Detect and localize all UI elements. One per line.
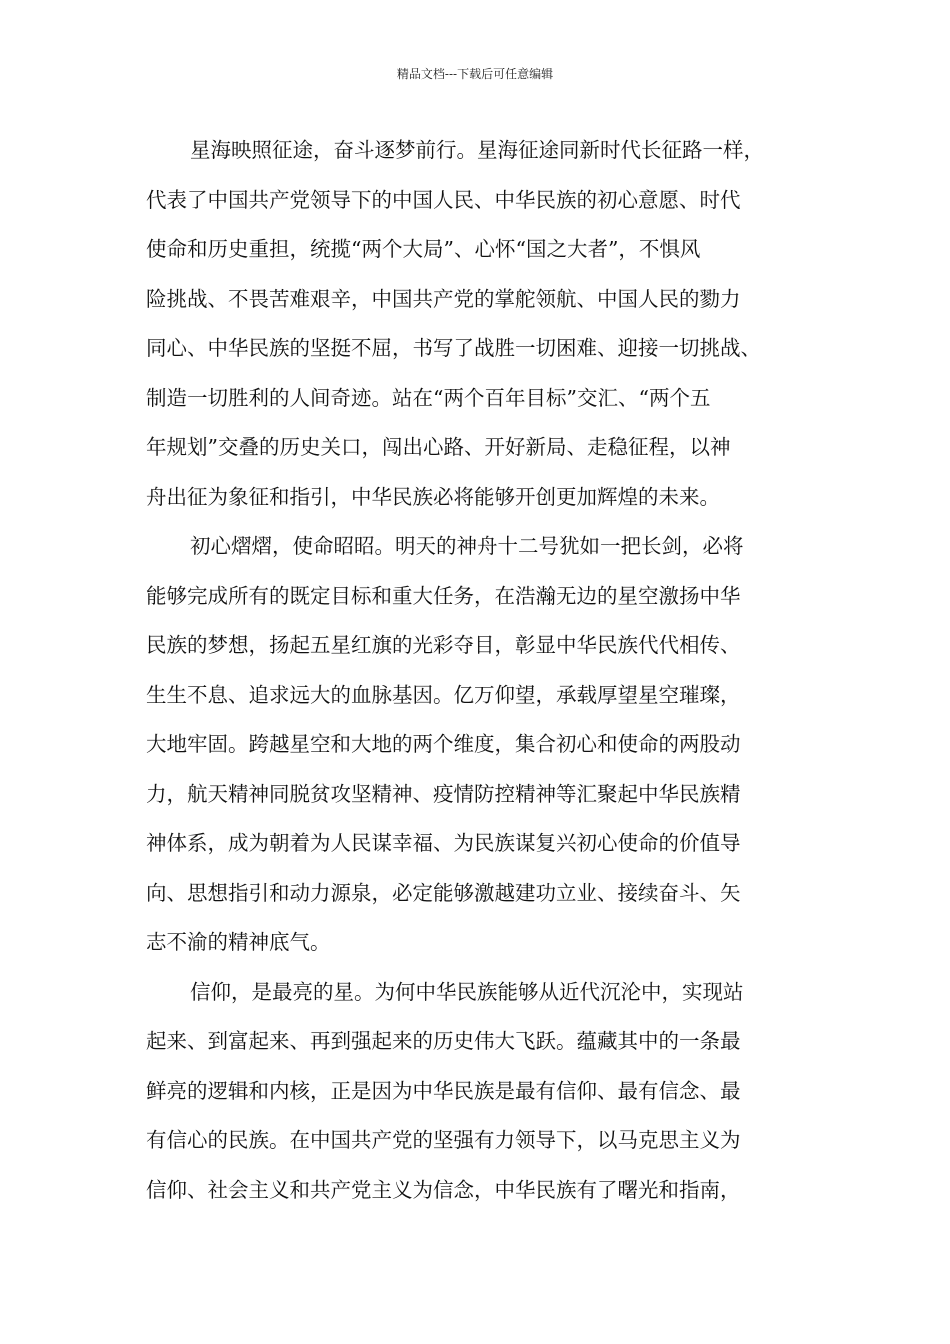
text-line: 神体系，成为朝着为人民谋幸福、为民族谋复兴初心使命的价值导 [146, 831, 741, 855]
text-line: 初心熠熠，使命昭昭。明天的神舟十二号犹如一把长剑，必将 [190, 534, 744, 558]
page-header: 精品文档---下载后可任意编辑 [396, 67, 554, 81]
text-line: 星海映照征途，奋斗逐梦前行。星海征途同新时代长征路一样， [190, 138, 764, 162]
text-line: 志不渝的精神底气。 [146, 930, 331, 954]
text-line: 鲜亮的逻辑和内核，正是因为中华民族是最有信仰、最有信念、最 [146, 1078, 741, 1103]
text-line: 大地牢固。跨越星空和大地的两个维度，集合初心和使命的两股动 [146, 732, 741, 756]
paragraph-3 [146, 968, 818, 1216]
text-line: 险挑战、不畏苦难艰辛，中国共产党的掌舵领航、中国人民的勠力 [146, 286, 741, 311]
text-line: 民族的梦想，扬起五星红旗的光彩夺目，彰显中华民族代代相传、 [146, 633, 741, 657]
document-body [146, 126, 818, 1215]
text-line: 信仰，是最亮的星。为何中华民族能够从近代沉沦中，实现站 [190, 979, 744, 1004]
text-line: 有信心的民族。在中国共产党的坚强有力领导下，以马克思主义为 [146, 1128, 741, 1152]
text-line: 制造一切胜利的人间奇迹。站在“两个百年目标”交汇、“两个五 [146, 385, 711, 410]
text-line: 能够完成所有的既定目标和重大任务，在浩瀚无边的星空激扬中华 [146, 583, 741, 608]
text-line: 代表了中国共产党领导下的中国人民、中华民族的初心意愿、时代 [146, 187, 741, 212]
text-line: 同心、中华民族的坚挺不屈，书写了战胜一切困难、迎接一切挑战、 [146, 336, 761, 360]
text-line: 年规划”交叠的历史关口，闯出心路、开好新局、走稳征程，以神 [146, 435, 731, 459]
paragraph-1 [146, 126, 818, 522]
text-line: 力，航天精神同脱贫攻坚精神、疫情防控精神等汇聚起中华民族精 [146, 781, 741, 806]
text-line: 信仰、社会主义和共产党主义为信念，中华民族有了曙光和指南， [146, 1177, 741, 1202]
text-line: 使命和历史重担，统揽“两个大局”、心怀“国之大者”，不惧风 [146, 237, 701, 261]
text-line: 向、思想指引和动力源泉，必定能够激越建功立业、接续奋斗、矢 [146, 880, 741, 905]
text-line: 生生不息、追求远大的血脉基因。亿万仰望，承载厚望星空璀璨， [146, 682, 741, 707]
text-line: 起来、到富起来、再到强起来的历史伟大飞跃。蕴藏其中的一条最 [146, 1029, 741, 1053]
paragraph-2 [146, 522, 818, 968]
text-line: 舟出征为象征和指引，中华民族必将能够开创更加辉煌的未来。 [146, 484, 720, 509]
